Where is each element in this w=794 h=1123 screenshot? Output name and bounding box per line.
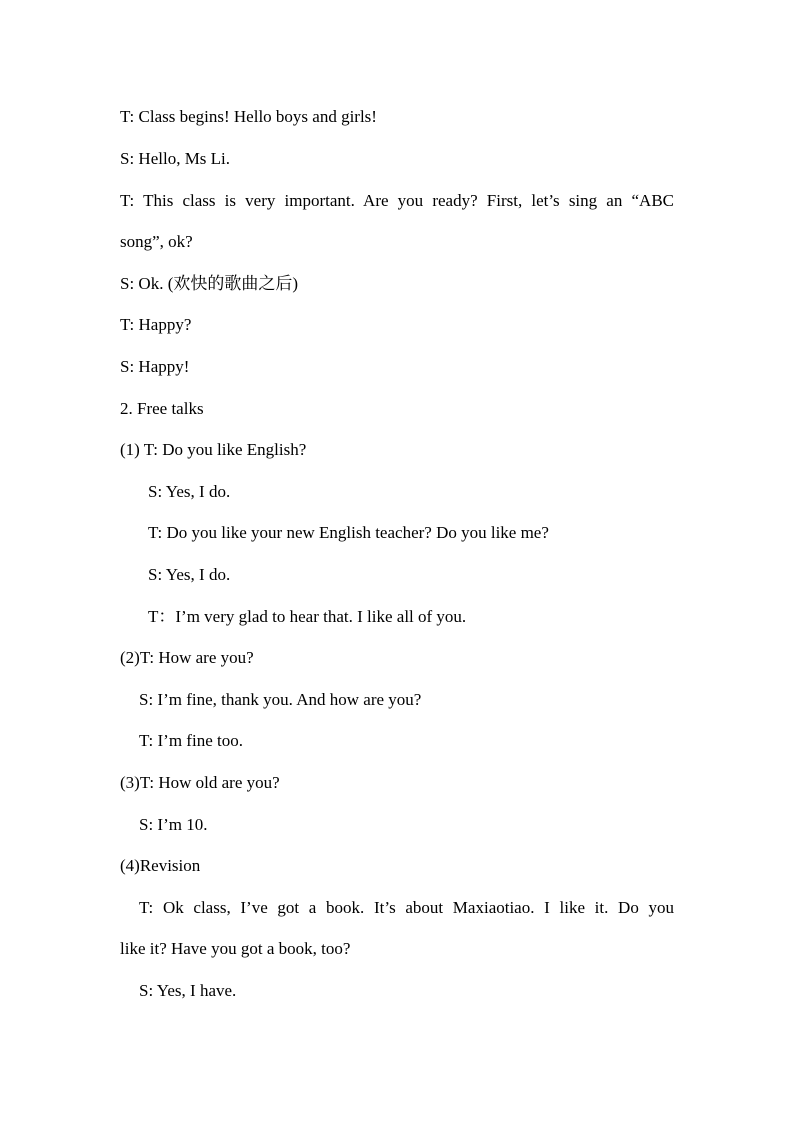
- dialogue-line: S: Yes, I do.: [148, 565, 231, 584]
- dialogue-line: S: Happy!: [120, 357, 190, 376]
- dialogue-line: song”, ok?: [120, 232, 193, 251]
- dialogue-line: S: I’m 10.: [139, 815, 208, 834]
- dialogue-line: T: I’m fine too.: [139, 731, 243, 750]
- dialogue-line: (1) T: Do you like English?: [120, 440, 307, 459]
- dialogue-line: S: Yes, I have.: [139, 981, 237, 1000]
- dialogue-line: T: Ok class, I’ve got a book. It’s about Maxiaotiao. I like it. Do you: [139, 898, 674, 917]
- dialogue-line: (3)T: How old are you?: [120, 773, 280, 792]
- dialogue-line: T: Do you like your new English teacher? Do you like me?: [148, 523, 549, 542]
- dialogue-line: T：I’m very glad to hear that. I like all of you.: [148, 607, 467, 626]
- dialogue-line: T: This class is very important. Are you ready? First, let’s sing an “ABC: [120, 191, 674, 210]
- dialogue-line: T: Happy?: [120, 315, 192, 334]
- dialogue-line: T: Class begins! Hello boys and girls!: [120, 107, 377, 126]
- section-heading: 2. Free talks: [120, 399, 204, 418]
- dialogue-line: like it? Have you got a book, too?: [120, 939, 351, 958]
- section-heading: (4)Revision: [120, 856, 201, 875]
- dialogue-line: (2)T: How are you?: [120, 648, 254, 667]
- dialogue-line: S: I’m fine, thank you. And how are you?: [139, 690, 422, 709]
- dialogue-line: S: Hello, Ms Li.: [120, 149, 231, 168]
- dialogue-line: S: Yes, I do.: [148, 482, 231, 501]
- dialogue-line: S: Ok. (欢快的歌曲之后): [120, 274, 299, 293]
